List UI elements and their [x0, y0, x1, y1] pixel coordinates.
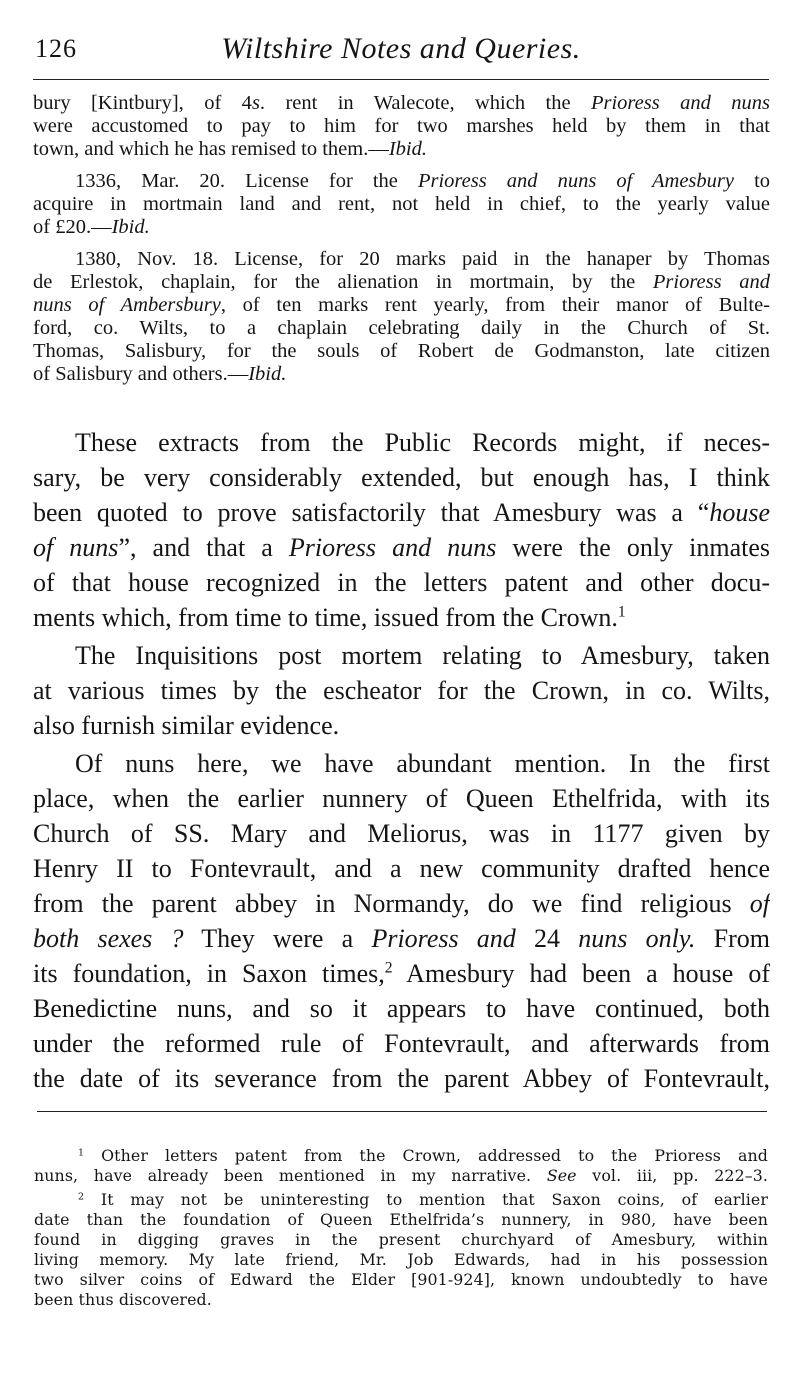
text-line: of £20.—Ibid.: [33, 216, 150, 238]
text-line: under the reformed rule of Fontevrault, and afterwards from: [33, 1029, 770, 1058]
footnote-ref-2: 2: [384, 959, 393, 977]
text-line: two silver coins of Edward the Elder [901-924], known undoubtedly to have: [34, 1270, 768, 1289]
text-line: 1336, Mar. 20. License for the Prioress and nuns of Amesbury to: [75, 170, 770, 192]
text-line: found in digging graves in the present churchyard of Amesbury, within: [34, 1230, 768, 1249]
text-line: sary, be very considerably extended, but enough has, I think: [33, 463, 770, 492]
text-line: acquire in mortmain land and rent, not held in chief, to the yearly value: [33, 193, 770, 215]
text-line: $^2$ It may not be uninteresting to mention that Saxon coins, of earlier: [78, 1190, 768, 1209]
footnote-1: [34, 1146, 768, 1186]
text-line: town, and which he has remised to them.—Ibid.: [33, 138, 427, 160]
text-line: its foundation, in Saxon times,$^2$ Amesbury had been a house of: [33, 959, 770, 988]
text-line: nuns of Ambersbury, of ten marks rent yearly, from their manor of Bulte-: [33, 294, 770, 316]
footnote-marker: 2: [78, 1191, 85, 1203]
text-line: both sexes ? They were a Prioress and 24 nuns only. From: [33, 924, 770, 953]
text-line: also furnish similar evidence.: [33, 711, 340, 740]
text-line: ments which, from time to time, issued from the Crown.$^1$: [33, 603, 626, 632]
text-line: bury [Kintbury], of 4s. rent in Walecote, which the Prioress and nuns: [33, 92, 770, 114]
text-line: $^1$ Other letters patent from the Crown, addressed to the Prioress and: [78, 1146, 768, 1165]
text-line: been quoted to prove satisfactorily that Amesbury was a “house: [33, 498, 770, 527]
paragraph-public-records: [33, 425, 770, 635]
text-line: living memory. My late friend, Mr. Job Edwards, had in his possession: [34, 1250, 768, 1269]
text-line: Benedictine nuns, and so it appears to have continued, both: [33, 994, 770, 1023]
text-line: of that house recognized in the letters patent and other docu-: [33, 568, 770, 597]
text-line: The Inquisitions post mortem relating to Amesbury, taken: [75, 641, 770, 670]
text-line: the date of its severance from the parent Abbey of Fontevrault,: [33, 1064, 770, 1093]
footnote-2: [34, 1190, 768, 1310]
record-entry-kintbury: [33, 92, 770, 161]
text-line: been thus discovered.: [34, 1290, 212, 1309]
text-line: Henry II to Fontevrault, and a new community drafted hence: [33, 854, 770, 883]
footnote-rule: [37, 1111, 767, 1112]
footnote-ref-1: 1: [617, 603, 626, 621]
text-line: were accustomed to pay to him for two marshes held by them in that: [33, 115, 770, 137]
record-entry-1380: [33, 248, 770, 386]
page-header: [33, 22, 769, 72]
text-line: place, when the earlier nunnery of Queen Ethelfrida, with its: [33, 784, 770, 813]
record-entry-1336: [33, 170, 770, 239]
paragraph-inquisitions: [33, 638, 770, 743]
text-line: of Salisbury and others.—Ibid.: [33, 363, 287, 385]
page-number: 126: [35, 34, 77, 63]
text-line: 1380, Nov. 18. License, for 20 marks paid in the hanaper by Thomas: [75, 248, 770, 270]
text-line: at various times by the escheator for the Crown, in co. Wilts,: [33, 676, 770, 705]
text-line: of nuns”, and that a Prioress and nuns were the only inmates: [33, 533, 770, 562]
record-entries: [33, 92, 770, 386]
header-rule: [33, 79, 769, 80]
text-line: from the parent abbey in Normandy, do we find religious of: [33, 889, 770, 918]
text-line: de Erlestok, chaplain, for the alienation in mortmain, by the Prioress and: [33, 271, 770, 293]
text-line: date than the foundation of Queen Ethelfrida’s nunnery, in 980, have been: [34, 1210, 768, 1229]
text-line: Thomas, Salisbury, for the souls of Robert de Godmanston, late citizen: [33, 340, 770, 362]
body-text: [33, 425, 770, 1096]
paragraph-nuns-here: [33, 746, 770, 1096]
footnotes: [34, 1146, 768, 1310]
text-line: ford, co. Wilts, to a chaplain celebrating daily in the Church of St.: [33, 317, 770, 339]
text-line: Church of SS. Mary and Meliorus, was in 1177 given by: [33, 819, 770, 848]
text-line: nuns, have already been mentioned in my narrative. See vol. iii, pp. 222–3.: [34, 1166, 768, 1185]
footnote-marker: 1: [78, 1147, 85, 1159]
running-title: Wiltshire Notes and Queries.: [221, 32, 581, 65]
text-line: These extracts from the Public Records might, if neces-: [75, 428, 770, 457]
text-line: Of nuns here, we have abundant mention. In the first: [75, 749, 770, 778]
